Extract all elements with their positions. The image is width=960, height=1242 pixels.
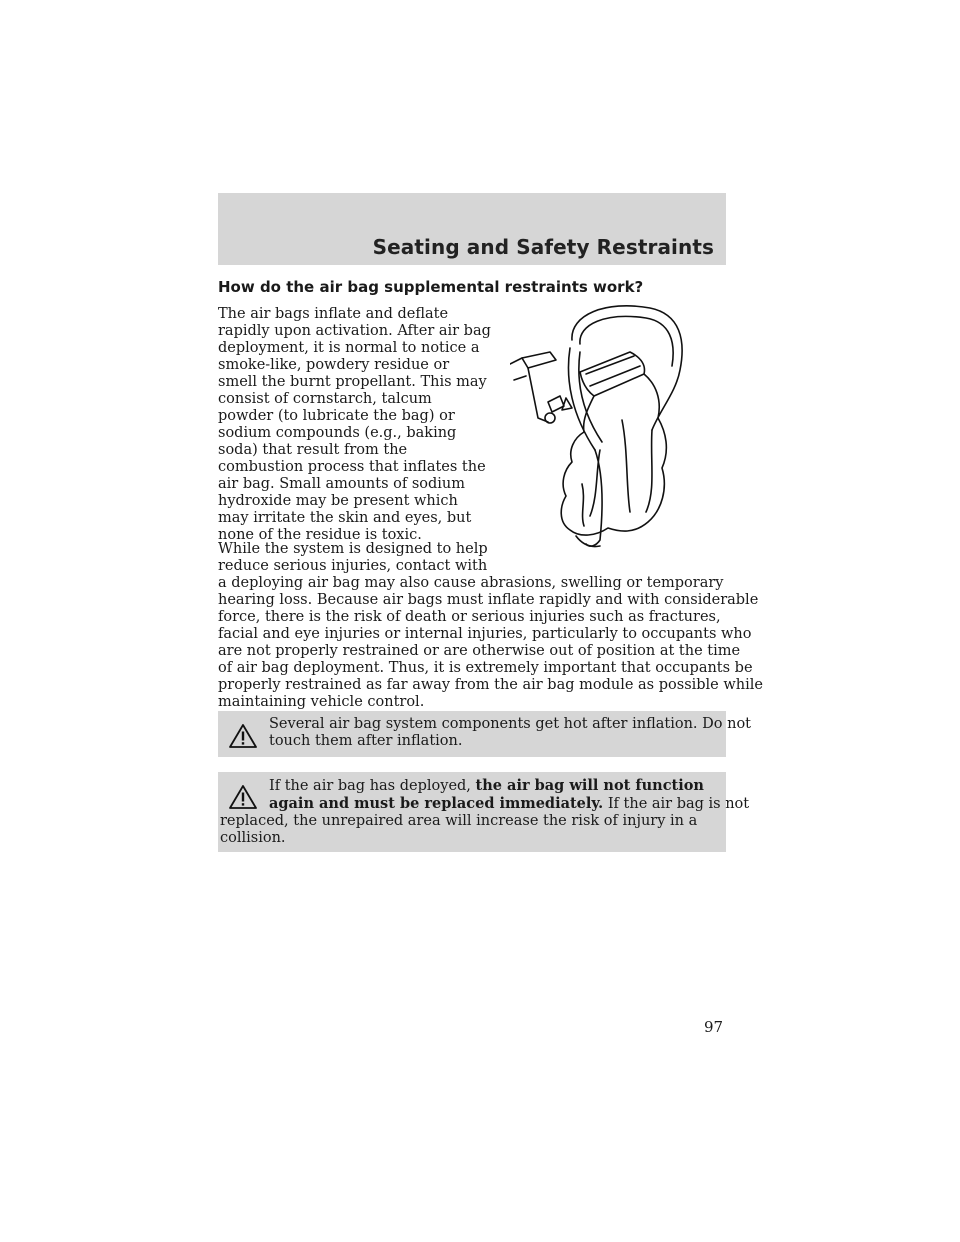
- text-line: reduce serious injuries, contact with: [218, 558, 488, 574]
- warning-box-hot-components: [218, 711, 752, 757]
- warning-box-deployed-airbag: [218, 772, 750, 852]
- text-bold: the air bag will not function: [475, 777, 704, 794]
- text-bold: again and must be replaced immediately.: [269, 795, 604, 812]
- page-number: 97: [704, 1018, 724, 1036]
- text-line: rapidly upon activation. After air bag: [218, 323, 491, 339]
- text-plain: If the air bag is not: [603, 796, 750, 812]
- text-line: properly restrained as far away from the air bag module as possible while: [218, 677, 763, 693]
- section-heading: How do the air bag supplemental restraints work?: [218, 278, 644, 296]
- text-line: air bag. Small amounts of sodium: [218, 476, 466, 492]
- text-line: [218, 777, 718, 795]
- text-line: replaced, the unrepaired area will increase the risk of injury in a: [220, 813, 698, 829]
- text-line: [218, 795, 750, 813]
- text-line: The air bags inflate and deflate: [218, 306, 449, 322]
- text-plain: If the air bag has deployed,: [269, 778, 476, 794]
- text-line: a deploying air bag may also cause abrasions, swelling or temporary: [218, 575, 724, 591]
- text-line: force, there is the risk of death or serious injuries such as fractures,: [218, 609, 721, 625]
- text-line: none of the residue is toxic.: [218, 527, 422, 543]
- text-line: sodium compounds (e.g., baking: [218, 425, 457, 441]
- text-line: deployment, it is normal to notice a: [218, 340, 480, 356]
- text-line: smoke-like, powdery residue or: [218, 357, 450, 373]
- text-line: are not properly restrained or are otherwise out of position at the time: [218, 643, 741, 659]
- paragraph-airbag-injury-risk: [218, 541, 763, 711]
- text-line: hydroxide may be present which: [218, 493, 458, 509]
- text-line: may irritate the skin and eyes, but: [218, 510, 472, 526]
- text-line: combustion process that inflates the: [218, 459, 486, 475]
- text-line: collision.: [220, 830, 286, 846]
- section-header-band: [218, 193, 726, 265]
- text-line: soda) that result from the: [218, 442, 408, 458]
- text-line: smell the burnt propellant. This may: [218, 374, 487, 390]
- steering-wheel-airbag-illustration: [510, 300, 690, 550]
- text-line: of air bag deployment. Thus, it is extremely important that occupants be: [218, 660, 753, 676]
- text-line: consist of cornstarch, talcum: [218, 391, 432, 407]
- text-line: hearing loss. Because air bags must inflate rapidly and with considerable: [218, 592, 759, 608]
- warning-text: [218, 716, 752, 750]
- warning-text: [218, 777, 750, 847]
- text-line: powder (to lubricate the bag) or: [218, 408, 455, 424]
- text-line: facial and eye injuries or internal injuries, particularly to occupants who: [218, 626, 752, 642]
- text-line: Several air bag system components get hot after inflation. Do not: [269, 716, 752, 732]
- text-line: While the system is designed to help: [218, 541, 488, 557]
- text-line: maintaining vehicle control.: [218, 694, 425, 710]
- section-title: Seating and Safety Restraints: [372, 235, 714, 259]
- text-line: touch them after inflation.: [269, 733, 463, 749]
- paragraph-airbag-inflation: [218, 306, 491, 544]
